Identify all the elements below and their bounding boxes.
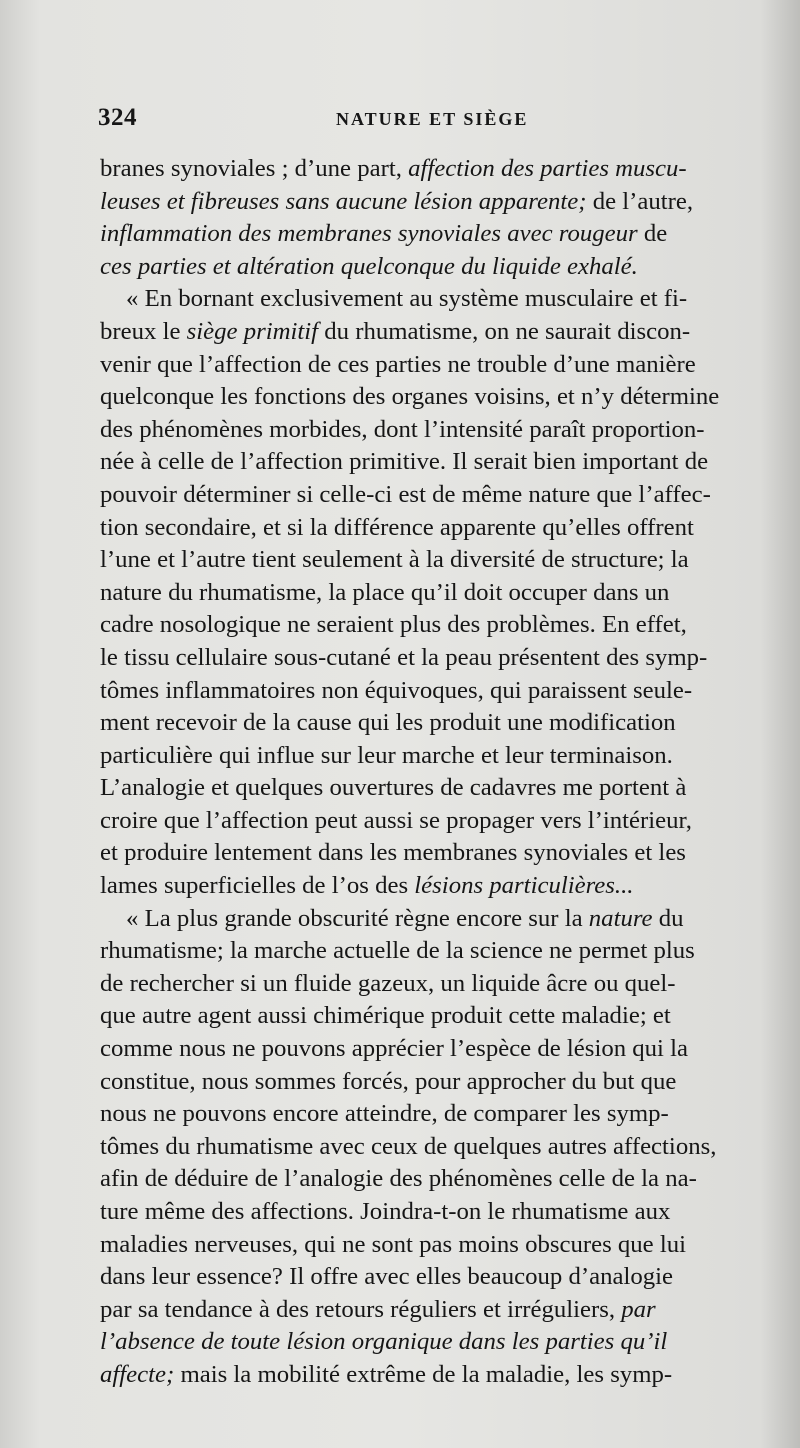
text-segment: mais la mobilité extrême de la maladie, les symp-	[174, 1360, 673, 1388]
text-segment: afin de déduire de l’analogie des phénomènes celle de la na-	[100, 1165, 697, 1193]
text-line	[100, 1066, 770, 1099]
page-number: 324	[98, 104, 137, 131]
text-line	[100, 870, 770, 903]
text-segment: que autre agent aussi chimérique produit cette maladie; et	[100, 1002, 671, 1030]
text-line	[100, 381, 770, 414]
text-segment: de	[637, 220, 668, 248]
text-line	[100, 805, 770, 838]
text-segment: ment recevoir de la cause qui les produit une modification	[100, 709, 676, 737]
text-segment: L’analogie et quelques ouvertures de cadavres me portent à	[100, 774, 687, 802]
text-line	[100, 1261, 770, 1294]
text-segment: l’une et l’autre tient seulement à la diversité de structure; la	[100, 546, 689, 574]
text-line	[100, 1359, 770, 1392]
body-text	[100, 153, 770, 1392]
italic-text-segment: leuses et fibreuses sans aucune lésion apparente;	[100, 187, 587, 215]
text-line	[100, 1196, 770, 1229]
text-line	[100, 1131, 770, 1164]
italic-text-segment: ces parties et altération quelconque du liquide exhalé.	[100, 252, 638, 280]
text-line	[100, 414, 770, 447]
text-segment: née à celle de l’affection primitive. Il serait bien important de	[100, 448, 709, 476]
text-segment: pouvoir déterminer si celle-ci est de même nature que l’affec-	[100, 480, 711, 508]
text-segment: par sa tendance à des retours réguliers et irréguliers,	[100, 1295, 622, 1323]
text-segment: comme nous ne pouvons apprécier l’espèce de lésion qui la	[100, 1035, 688, 1063]
text-segment: breux le	[100, 317, 187, 345]
text-segment: du	[652, 904, 684, 932]
text-line	[100, 512, 770, 545]
italic-text-segment: siège primitif	[186, 317, 319, 345]
text-segment: rhumatisme; la marche actuelle de la science ne permet plus	[100, 937, 695, 965]
text-line	[100, 316, 770, 349]
running-head: NATURE ET SIÈGE	[336, 109, 529, 129]
text-segment: lames superficielles de l’os des	[100, 872, 415, 900]
italic-text-segment: l’absence de toute lésion organique dans les parties qu’il	[100, 1328, 668, 1356]
text-segment: cadre nosologique ne seraient plus des problèmes. En effet,	[100, 611, 687, 639]
text-line	[100, 609, 770, 642]
text-line	[100, 675, 770, 708]
text-line	[100, 642, 770, 675]
text-line	[100, 251, 770, 284]
text-line	[100, 935, 770, 968]
text-segment: nous ne pouvons encore atteindre, de comparer les symp-	[100, 1100, 669, 1128]
text-segment: ture même des affections. Joindra-t-on le rhumatisme aux	[100, 1198, 671, 1225]
text-line	[100, 577, 770, 610]
text-line	[100, 1326, 770, 1359]
text-segment: tion secondaire, et si la différence apparente qu’elles offrent	[100, 513, 694, 541]
text-segment: particulière qui influe sur leur marche et leur terminaison.	[100, 741, 673, 769]
text-segment: croire que l’affection peut aussi se propager vers l’intérieur,	[100, 806, 692, 834]
text-line	[100, 837, 770, 870]
text-segment: quelconque les fonctions des organes voisins, et n’y détermine	[100, 383, 720, 411]
text-line	[100, 544, 770, 577]
text-line	[100, 446, 770, 479]
text-line	[100, 1229, 770, 1262]
text-segment: de rechercher si un fluide gazeux, un liquide âcre ou quel-	[100, 969, 676, 997]
italic-text-segment: affecte;	[100, 1360, 175, 1388]
italic-text-segment: nature	[588, 904, 653, 932]
text-segment: et produire lentement dans les membranes synoviales et les	[100, 839, 686, 867]
text-segment: des phénomènes morbides, dont l’intensité paraît proportion-	[100, 415, 705, 443]
text-line	[100, 968, 770, 1001]
text-line	[100, 903, 770, 936]
text-line	[100, 1033, 770, 1066]
text-segment: maladies nerveuses, qui ne sont pas moins obscures que lui	[100, 1230, 687, 1258]
text-segment: le tissu cellulaire sous-cutané et la peau présentent des symp-	[100, 643, 708, 671]
text-segment: constitue, nous sommes forcés, pour approcher du but que	[100, 1067, 677, 1095]
italic-text-segment: affection des parties muscu-	[408, 155, 687, 182]
text-line	[100, 186, 770, 219]
text-line	[100, 479, 770, 512]
italic-text-segment: lésions particulières...	[414, 872, 634, 900]
text-segment: venir que l’affection de ces parties ne trouble d’une manière	[100, 350, 696, 378]
text-line	[100, 772, 770, 805]
text-line	[100, 1294, 770, 1327]
text-line	[100, 153, 770, 186]
text-line	[100, 349, 770, 382]
text-segment: « La plus grande obscurité règne encore sur la	[126, 904, 589, 932]
text-segment: branes synoviales ; d’une part,	[100, 155, 409, 182]
page-header	[98, 104, 758, 138]
text-line	[100, 1098, 770, 1131]
text-segment: tômes inflammatoires non équivoques, qui paraissent seule-	[100, 676, 693, 704]
text-line	[100, 218, 770, 251]
text-segment: nature du rhumatisme, la place qu’il doit occuper dans un	[100, 578, 670, 606]
text-line	[100, 740, 770, 773]
text-segment: tômes du rhumatisme avec ceux de quelques autres affections,	[100, 1132, 717, 1160]
text-segment: du rhumatisme, on ne saurait discon-	[318, 317, 691, 345]
text-line	[100, 707, 770, 740]
italic-text-segment: par	[621, 1295, 656, 1323]
text-segment: de l’autre,	[586, 187, 694, 215]
text-line	[100, 283, 770, 316]
italic-text-segment: inflammation des membranes synoviales avec rougeur	[100, 220, 638, 248]
text-segment: « En bornant exclusivement au système musculaire et fi-	[126, 285, 688, 313]
text-line	[100, 1000, 770, 1033]
text-segment: dans leur essence? Il offre avec elles beaucoup d’analogie	[100, 1263, 673, 1291]
text-line	[100, 1163, 770, 1196]
